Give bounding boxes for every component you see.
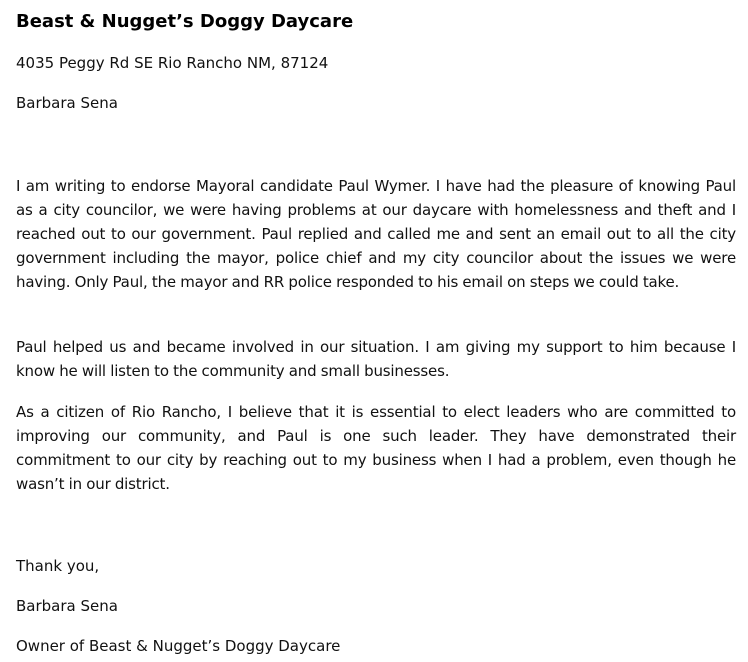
signature-title: Owner of Beast & Nugget’s Doggy Daycare xyxy=(16,637,341,655)
letter-paragraph-2: Paul helped us and became involved in our situation. I am giving my support to him because I know he will listen to the community and small businesses. xyxy=(16,338,736,380)
letter-paragraph-1: I am writing to endorse Mayoral candidate Paul Wymer. I have had the pleasure of knowing Paul as a city councilor, we were having problems at our daycare with homelessness and theft and I reached out to our government. Paul replied and called me and sent an email out to all the city government including the mayor, police chief and my city councilor about the issues we were having. Only Paul, the mayor and RR police responded to his email on steps we could take. xyxy=(16,177,736,291)
sender-name: Barbara Sena xyxy=(16,94,118,112)
letter-closing: Thank you, xyxy=(16,557,100,575)
signature-name: Barbara Sena xyxy=(16,597,118,615)
letter-page xyxy=(16,0,736,662)
business-address: 4035 Peggy Rd SE Rio Rancho NM, 87124 xyxy=(16,54,329,72)
letterhead-title: Beast & Nugget’s Doggy Daycare xyxy=(16,11,354,32)
letter-paragraph-3: As a citizen of Rio Rancho, I believe that it is essential to elect leaders who are committed to improving our community, and Paul is one such leader. They have demonstrated their commitment to our city by reaching out to my business when I had a problem, even though he wasn’t in our district. xyxy=(16,403,736,493)
